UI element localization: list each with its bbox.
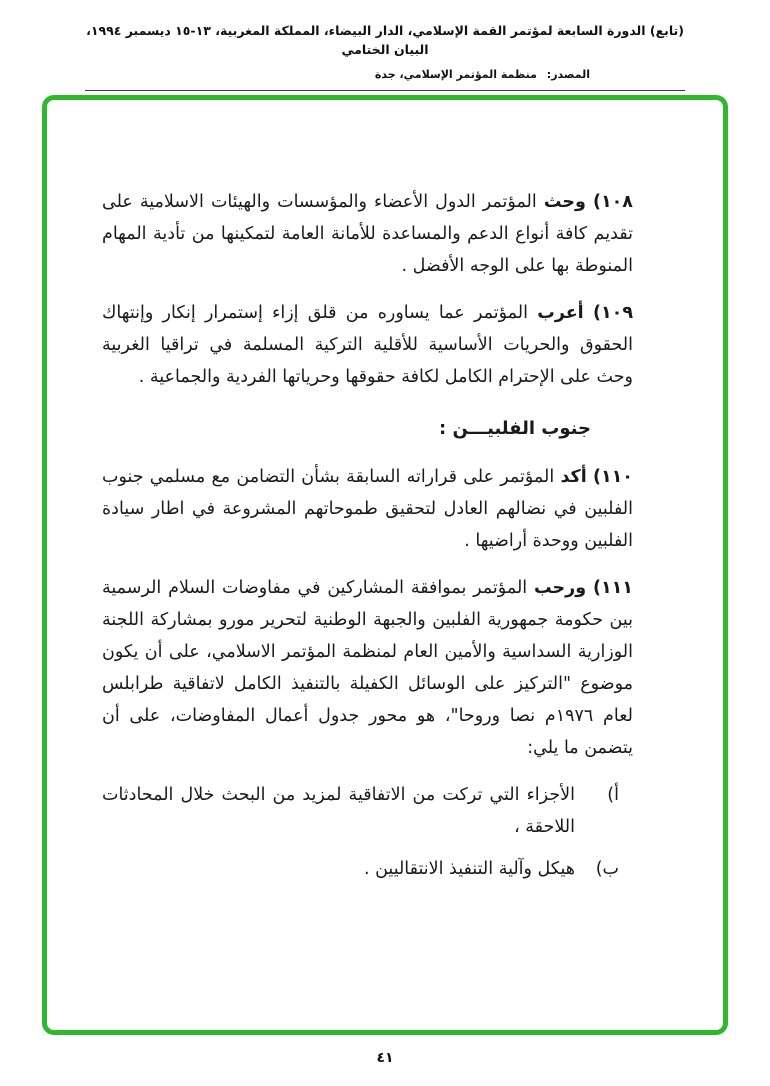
clause-lead-word: أكد — [560, 467, 587, 487]
clause-text: المؤتمر عما يساوره من قلق إزاء إستمرار إنكار وإنتهاك الحقوق والحريات الأساسية للأقلية التركية المسلمة في تراقيا الغربية وحث على الإحترام الكامل لكافة حقوقها وحرياتها الفردية والجماعية . — [102, 303, 633, 387]
subclause-text: الأجزاء التي تركت من الاتفاقية لمزيد من البحث خلال المحادثات اللاحقة ، — [102, 785, 575, 837]
page-number: ٤١ — [376, 1050, 394, 1066]
content-frame — [42, 95, 728, 1035]
clause-number: ١٠٩) — [592, 303, 633, 323]
clause-111 — [102, 572, 633, 764]
subclause-text: هيكل وآلية التنفيذ الانتقاليين . — [363, 859, 575, 879]
clause-lead-word: أعرب — [537, 303, 584, 323]
subclause-a — [102, 779, 619, 843]
source-value: منظمة المؤتمر الإسلامي، جدة — [374, 67, 537, 81]
clause-lead-word: وحث — [543, 192, 586, 212]
header-divider — [85, 90, 685, 91]
clause-text: المؤتمر بموافقة المشاركين في مفاوضات السلام الرسمية بين حكومة جمهورية الفلبين والجبهة الوطنية لتحرير مورو بمشاركة اللجنة الوزارية السداسية والأمين العام لمنظمة المؤتمر الاسلامي، على أن يكون موضوع "التركيز على الوسائل الكفيلة بالتنفيذ الكامل لاتفاقية طرابلس لعام ١٩٧٦م نصا وروحا"، هو محور جدول أعمال المفاوضات، على أن يتضمن ما يلي: — [102, 578, 634, 758]
clause-108 — [102, 186, 633, 282]
document-body — [47, 100, 723, 885]
subclause-list — [102, 779, 619, 885]
clause-number: ١١٠) — [592, 467, 633, 487]
clause-number: ١١١) — [592, 578, 633, 598]
header-source-line — [85, 68, 685, 81]
clause-lead-word: ورحب — [534, 578, 587, 598]
clause-text: المؤتمر على قراراته السابقة بشأن التضامن مع مسلمي جنوب الفلبين في نضالهم العادل لتحقيق طموحاتهم المشروعة في اطار سيادة الفلبين ووحدة أراضيها . — [102, 467, 633, 551]
clause-text: المؤتمر الدول الأعضاء والمؤسسات والهيئات الاسلامية على تقديم كافة أنواع الدعم والمساعدة للأمانة العامة لتمكينها من تأدية المهام المنوطة بها على الوجه الأفضل . — [102, 192, 633, 276]
section-heading-south-philippines: جنوب الفلبيـــن : — [438, 418, 591, 439]
header-title: (تابع) الدورة السابعة لمؤتمر القمة الإسلامي، الدار البيضاء، المملكة المغربية، ١٣-١٥ ديسمبر ١٩٩٤، البيان الختامي — [86, 23, 684, 57]
clause-109 — [102, 297, 633, 393]
clause-110 — [102, 461, 633, 557]
clause-number: ١٠٨) — [592, 192, 633, 212]
source-label: المصدر: — [546, 67, 590, 81]
subclause-b — [102, 853, 619, 885]
subclause-marker: ب) — [595, 859, 619, 879]
document-header — [85, 22, 685, 91]
subclause-marker: أ) — [607, 785, 619, 805]
